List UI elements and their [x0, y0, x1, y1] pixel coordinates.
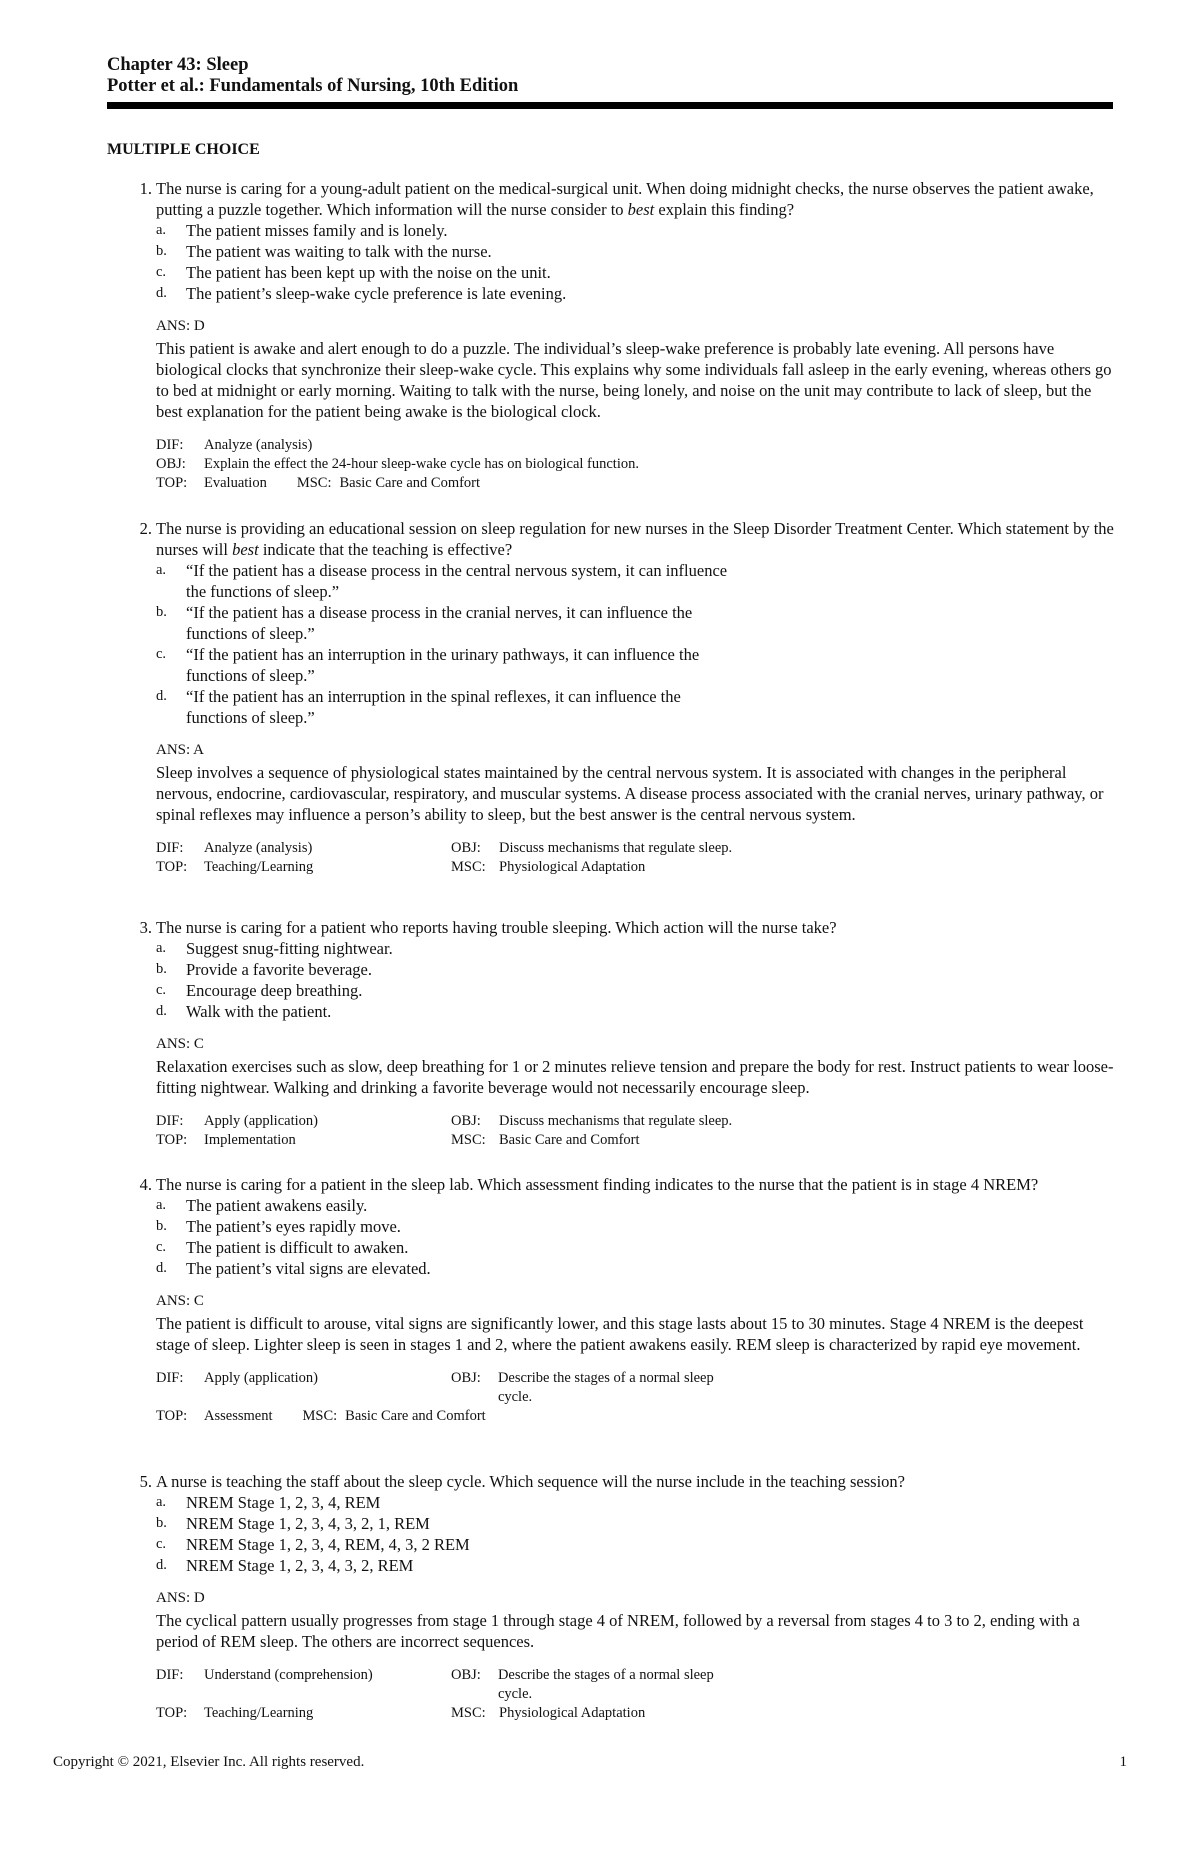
difficulty: Apply (application): [204, 1113, 318, 1129]
question-metadata: DIF: Analyze (analysis) OBJ: Discuss mechanisms that regulate sleep. TOP: Teaching/Learning MSC: Physiological Adaptation: [156, 840, 733, 875]
option-b: b. “If the patient has a disease process in the cranial nerves, it can influence the functions of sleep.”: [156, 603, 693, 643]
chapter-title: Chapter 43: Sleep: [107, 55, 249, 75]
option-c: c. The patient has been kept up with the noise on the unit.: [156, 263, 551, 282]
difficulty: Understand (comprehension): [204, 1667, 373, 1683]
question-stem: A nurse is teaching the staff about the sleep cycle. Which sequence will the nurse include in the teaching session?: [156, 1472, 905, 1491]
question-number: 5.: [139, 1472, 152, 1491]
rationale: Relaxation exercises such as slow, deep breathing for 1 or 2 minutes relieve tension and prepare the body for rest. Instruct patients to wear loose-fitting nightwear. Walking and drinking a favorite beverage would not necessarily encourage sleep.: [156, 1057, 1114, 1097]
option-a: a. The patient misses family and is lonely.: [156, 221, 448, 240]
option-c: c. The patient is difficult to awaken.: [156, 1238, 409, 1257]
page-footer: [53, 1754, 1127, 1771]
answer: ANS: C: [156, 1293, 204, 1309]
msc: Basic Care and Comfort: [499, 1132, 640, 1148]
msc: Basic Care and Comfort: [345, 1408, 486, 1424]
question-stem: The nurse is caring for a patient who reports having trouble sleeping. Which action will the nurse take?: [156, 918, 837, 937]
question-metadata: DIF: Understand (comprehension) OBJ: Describe the stages of a normal sleep cycle. TOP: Teaching/Learning MSC: Physiological Adaptation: [156, 1666, 1116, 1723]
option-b: b. Provide a favorite beverage.: [156, 960, 372, 979]
option-d: d. NREM Stage 1, 2, 3, 4, 3, 2, REM: [156, 1556, 414, 1575]
option-a: a. NREM Stage 1, 2, 3, 4, REM: [156, 1493, 381, 1512]
question-body: [156, 1471, 1116, 1723]
answer: ANS: D: [156, 318, 205, 334]
rationale: The cyclical pattern usually progresses from stage 1 through stage 4 of NREM, followed by a reversal from stages 4 to 3 to 2, ending with a period of REM sleep. The others are incorrect sequences.: [156, 1611, 1080, 1651]
objective: Explain the effect the 24-hour sleep-wake cycle has on biological function.: [204, 456, 639, 472]
page-number: 1: [1119, 1754, 1127, 1770]
copyright-notice: Copyright © 2021, Elsevier Inc. All rights reserved.: [53, 1754, 365, 1770]
header-rule: [107, 102, 1113, 109]
option-c: c. Encourage deep breathing.: [156, 981, 363, 1000]
question-number: 4.: [139, 1175, 152, 1194]
option-list: [156, 938, 1116, 1022]
topic: Implementation: [204, 1132, 296, 1148]
question-metadata: DIF: Analyze (analysis) OBJ: Explain the effect the 24-hour sleep-wake cycle has on biological function. TOP: Evaluation MSC: Basic Care and Comfort: [156, 437, 639, 491]
question-metadata: DIF: Apply (application) OBJ: Discuss mechanisms that regulate sleep. TOP: Implementation MSC: Basic Care and Comfort: [156, 1113, 733, 1148]
option-c: c. NREM Stage 1, 2, 3, 4, REM, 4, 3, 2 REM: [156, 1535, 470, 1554]
objective: Discuss mechanisms that regulate sleep.: [499, 1113, 733, 1129]
msc: Basic Care and Comfort: [339, 475, 481, 491]
section-title: MULTIPLE CHOICE: [107, 141, 260, 158]
question-stem: The nurse is providing an educational session on sleep regulation for new nurses in the Sleep Disorder Treatment Center. Which statement by the nurses will best indicate that the teaching is effective?: [156, 519, 1114, 559]
msc: Physiological Adaptation: [499, 1705, 646, 1721]
option-b: b. The patient’s eyes rapidly move.: [156, 1217, 401, 1236]
option-c: c. “If the patient has an interruption in the urinary pathways, it can influence the functions of sleep.”: [156, 645, 700, 685]
option-d: d. The patient’s vital signs are elevated.: [156, 1259, 431, 1278]
option-list: [156, 1195, 1116, 1279]
option-d: d. Walk with the patient.: [156, 1002, 332, 1021]
question-body: [156, 518, 1116, 877]
topic: Assessment: [204, 1408, 273, 1424]
question-number: 2.: [139, 519, 152, 538]
question-metadata: DIF: Apply (application) OBJ: Describe the stages of a normal sleep cycle. TOP: Assessment MSC: Basic Care and Comfort: [156, 1369, 1116, 1426]
option-list: [156, 220, 1116, 304]
rationale: Sleep involves a sequence of physiological states maintained by the central nervous system. It is associated with changes in the peripheral nervous, endocrine, cardiovascular, respiratory, and muscular systems. A disease process associated with the cranial nerves, urinary pathway, or spinal reflexes may influence a person’s ability to sleep, but the best answer is the central nervous system.: [156, 763, 1104, 824]
question-body: [156, 917, 1116, 1150]
book-title: Potter et al.: Fundamentals of Nursing, 10th Edition: [107, 76, 519, 96]
objective: Describe the stages of a normal sleep cycle.: [497, 1370, 714, 1405]
answer: ANS: D: [156, 1590, 205, 1606]
question-stem: The nurse is caring for a patient in the sleep lab. Which assessment finding indicates to the nurse that the patient is in stage 4 NREM?: [156, 1175, 1039, 1194]
difficulty: Analyze (analysis): [204, 840, 313, 856]
option-a: a. “If the patient has a disease process in the central nervous system, it can influence the functions of sleep.”: [156, 561, 728, 601]
question-body: [156, 1174, 1116, 1426]
difficulty: Apply (application): [204, 1370, 318, 1386]
objective: Describe the stages of a normal sleep cycle.: [497, 1667, 714, 1702]
question-stem: The nurse is caring for a young-adult patient on the medical-surgical unit. When doing midnight checks, the nurse observes the patient awake, putting a puzzle together. Which information will the nurse consider to best explain this finding?: [156, 179, 1094, 219]
question-number: 1.: [139, 179, 152, 198]
option-d: d. “If the patient has an interruption in the spinal reflexes, it can influence the functions of sleep.”: [156, 687, 681, 727]
option-a: a. The patient awakens easily.: [156, 1196, 368, 1215]
option-d: d. The patient’s sleep-wake cycle preference is late evening.: [156, 284, 567, 303]
answer: ANS: A: [156, 742, 204, 758]
document-header: [107, 55, 518, 97]
question-number: 3.: [139, 918, 152, 937]
answer: ANS: C: [156, 1036, 204, 1052]
option-b: b. The patient was waiting to talk with the nurse.: [156, 242, 492, 261]
difficulty: Analyze (analysis): [204, 437, 313, 453]
objective: Discuss mechanisms that regulate sleep.: [499, 840, 733, 856]
option-list: [156, 560, 1116, 728]
option-b: b. NREM Stage 1, 2, 3, 4, 3, 2, 1, REM: [156, 1514, 430, 1533]
topic: Teaching/Learning: [204, 1705, 314, 1721]
msc: Physiological Adaptation: [499, 859, 646, 875]
question-body: [156, 178, 1116, 493]
option-a: a. Suggest snug-fitting nightwear.: [156, 939, 393, 958]
topic: Evaluation: [204, 475, 267, 491]
option-list: [156, 1492, 1116, 1576]
rationale: The patient is difficult to arouse, vital signs are significantly lower, and this stage lasts about 15 to 30 minutes. Stage 4 NREM is the deepest stage of sleep. Lighter sleep is seen in stages 1 and 2, where the patient awakens easily. REM sleep is characterized by rapid eye movement.: [156, 1314, 1084, 1354]
topic: Teaching/Learning: [204, 859, 314, 875]
rationale: This patient is awake and alert enough to do a puzzle. The individual’s sleep-wake preference is probably late evening. All persons have biological clocks that synchronize their sleep-wake cycle. This explains why some individuals fall asleep in the early evening, whereas others go to bed at midnight or early morning. Waiting to talk with the nurse, being lonely, and noise on the unit may contribute to lack of sleep, but the best explanation for the patient being awake is the biological clock.: [156, 339, 1112, 421]
